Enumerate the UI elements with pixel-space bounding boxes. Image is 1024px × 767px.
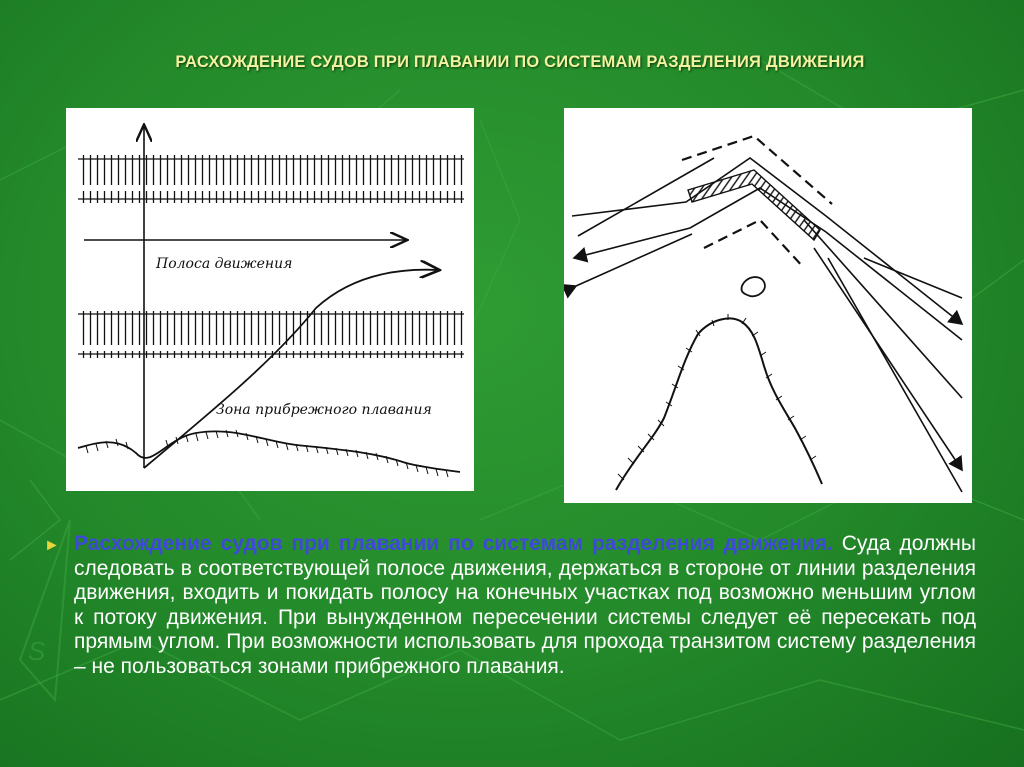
description-paragraph [44, 532, 976, 680]
svg-text:S: S [28, 636, 46, 666]
ship-track-curve [144, 270, 438, 468]
separation-zone-bent [688, 170, 820, 240]
island [741, 277, 764, 296]
slide-title: РАСХОЖДЕНИЕ СУДОВ ПРИ ПЛАВАНИИ ПО СИСТЕМАМ РАЗДЕЛЕНИЯ ДВИЖЕНИЯ [175, 53, 865, 71]
separation-zone-bottom [78, 310, 464, 358]
coastline-hatching [86, 430, 448, 477]
coastal-zone-label: Зона прибрежного плавания [216, 402, 432, 418]
paragraph-body: Суда должны следовать в соответствующей полосе движения, держаться в стороне от линии разделения движения, входить и покидать полосу на конечных участках под возможно меньшим углом к потоку движения. При вынужденном пересечении системы следует её пересекать под прямым углом. При возможности использовать для прохода транзитом систему разделения – не пользоваться зонами прибрежного плавания. [74, 532, 976, 678]
cape-hatching [618, 314, 816, 480]
lane-label: Полоса движения [156, 256, 293, 272]
paragraph-lead: Расхождение судов при плавании по системам разделения движения. [74, 532, 833, 555]
cape-coastline [616, 318, 822, 490]
triangle-bullet-icon: ► [44, 537, 60, 554]
separation-zone-top [78, 155, 464, 203]
diagram-traffic-lane [66, 108, 474, 491]
traffic-flow-lines [572, 158, 962, 492]
diagram-separation-scheme [564, 108, 972, 503]
coastline [78, 431, 460, 472]
lane-boundary-dashed [682, 136, 832, 268]
